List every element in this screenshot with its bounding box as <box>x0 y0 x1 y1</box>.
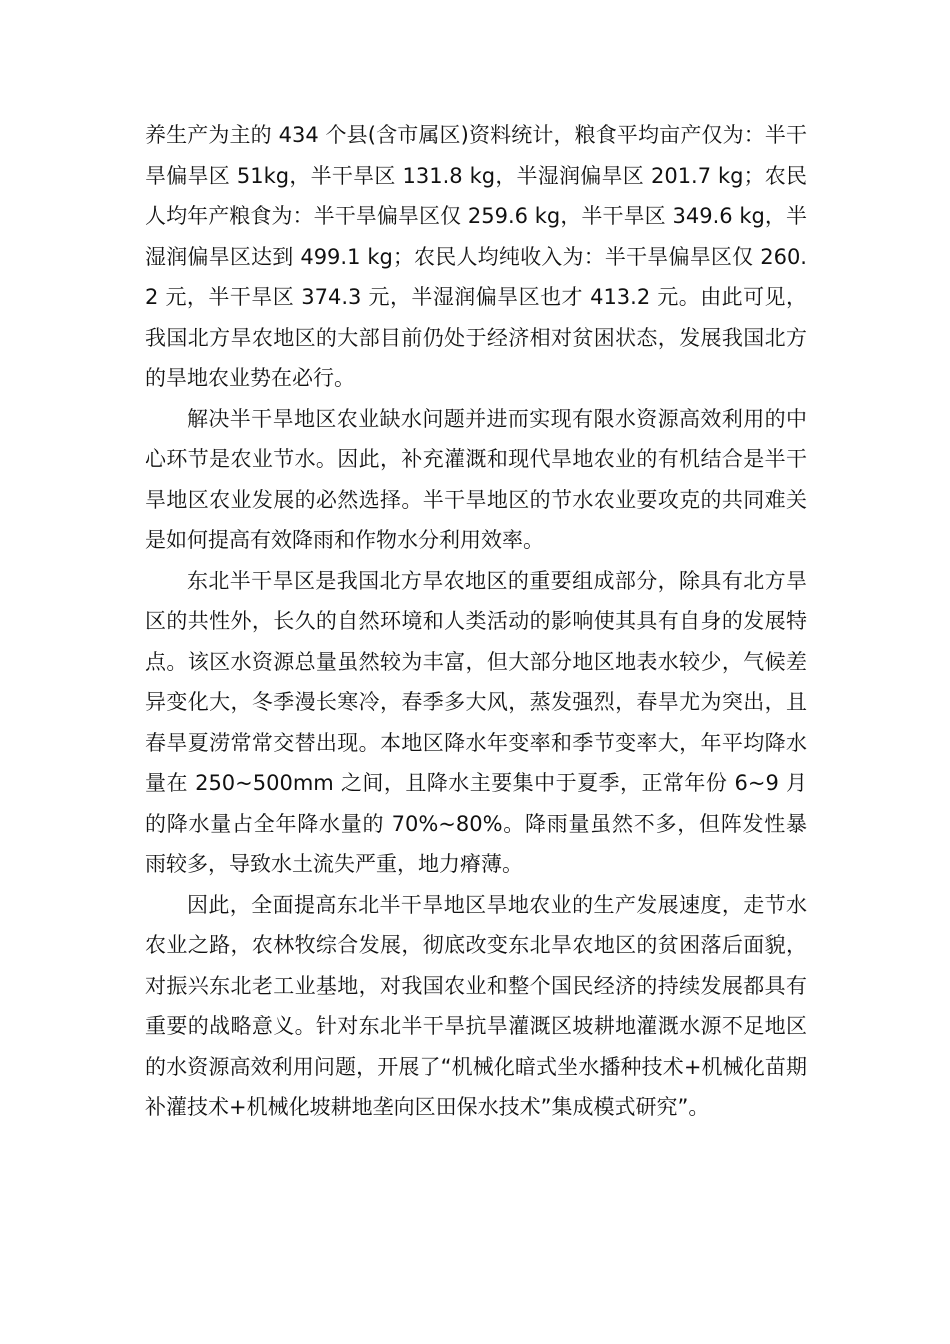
paragraph-continued: 养生产为主的 434 个县(含市属区)资料统计，粮食平均亩产仅为：半干旱偏旱区 51kg，半干旱区 131.8 kg，半湿润偏旱区 201.7 kg；农民人均年产粮食为：半干旱偏旱区仅 259.6 kg，半干旱区 349.6 kg，半湿润偏旱区达到 499.1 kg；农民人均纯收入为：半干旱偏旱区仅 260.2 元，半干旱区 374.3 元，半湿润偏旱区也才 413.2 元。由此可见，我国北方旱农地区的大部目前仍处于经济相对贫困状态，发展我国北方的旱地农业势在必行。 <box>145 123 807 390</box>
paragraph-water-saving: 解决半干旱地区农业缺水问题并进而实现有限水资源高效利用的中心环节是农业节水。因此，补充灌溉和现代旱地农业的有机结合是半干旱地区农业发展的必然选择。半干旱地区的节水农业要攻克的共同难关是如何提高有效降雨和作物水分利用效率。 <box>145 406 807 552</box>
paragraph-northeast-region: 东北半干旱区是我国北方旱农地区的重要组成部分，除具有北方旱区的共性外，长久的自然环境和人类活动的影响使其具有自身的发展特点。该区水资源总量虽然较为丰富，但大部分地区地表水较少，气候差异变化大，冬季漫长寒冷，春季多大风，蒸发强烈，春旱尤为突出，且春旱夏涝常常交替出现。本地区降水年变率和季节变率大，年平均降水量在 250~500mm 之间，且降水主要集中于夏季，正常年份 6~9 月的降水量占全年降水量的 70%~80%。降雨量虽然不多，但阵发性暴雨较多，导致水土流失严重，地力瘠薄。 <box>145 568 807 876</box>
document-body <box>145 115 807 1128</box>
paragraph-conclusion: 因此，全面提高东北半干旱地区旱地农业的生产发展速度，走节水农业之路，农林牧综合发展，彻底改变东北旱农地区的贫困落后面貌，对振兴东北老工业基地，对我国农业和整个国民经济的持续发展都具有重要的战略意义。针对东北半干旱抗旱灌溉区坡耕地灌溉水源不足地区的水资源高效利用问题，开展了“机械化暗式坐水播种技术+机械化苗期补灌技术+机械化坡耕地垄向区田保水技术”集成模式研究”。 <box>145 892 807 1119</box>
